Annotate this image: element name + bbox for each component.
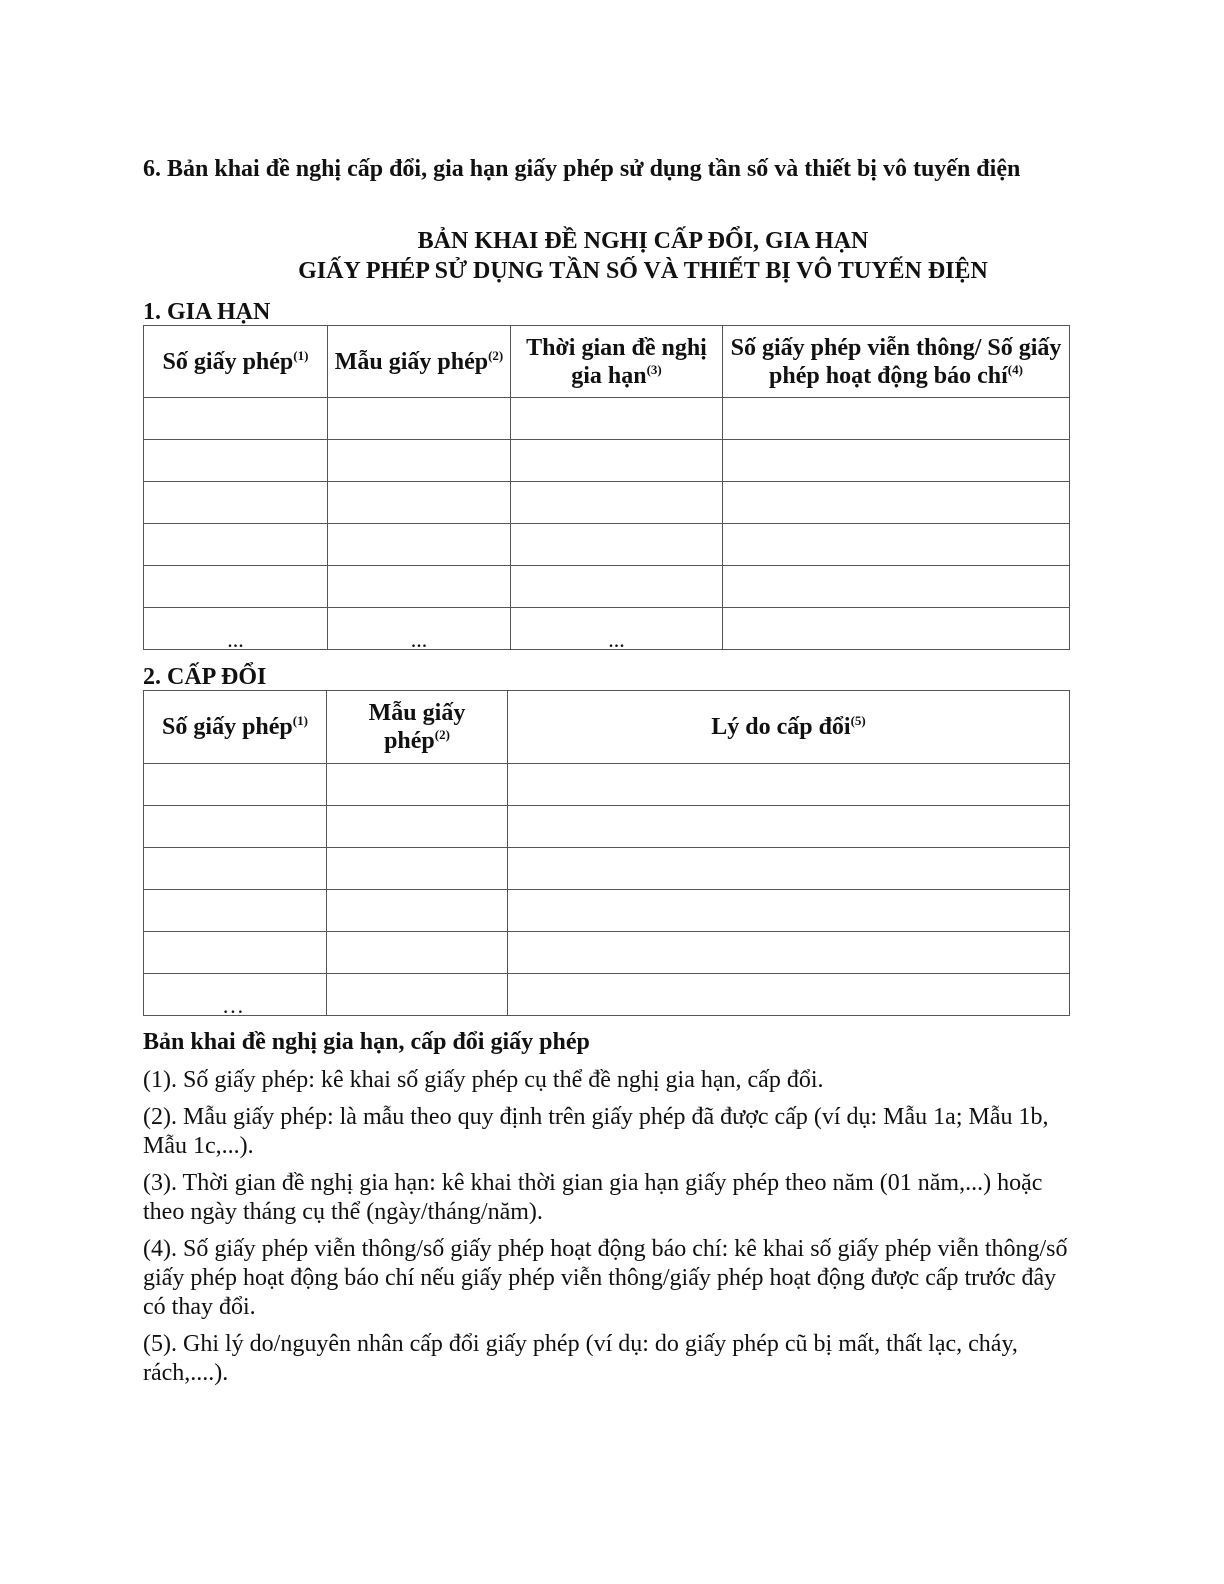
table-row — [144, 482, 1070, 524]
table-cell[interactable] — [327, 890, 508, 932]
table-cell[interactable] — [144, 398, 328, 440]
table-cell[interactable] — [144, 566, 328, 608]
section-2-label: 2. CẤP ĐỔI — [143, 664, 267, 690]
table-cell[interactable] — [144, 440, 328, 482]
notes-section — [143, 1028, 1083, 1396]
table-cell[interactable] — [144, 764, 327, 806]
table-cell[interactable] — [328, 566, 511, 608]
ellipsis-cell[interactable]: ... — [511, 608, 723, 650]
extension-table-header — [144, 326, 1070, 398]
table-cell[interactable] — [511, 524, 723, 566]
header-reissue-reason: Lý do cấp đổi$^{(5)}$ — [508, 691, 1070, 764]
reissue-table — [143, 690, 1070, 1016]
note-item: (2). Mẫu giấy phép: là mẫu theo quy định trên giấy phép đã được cấp (ví dụ: Mẫu 1a; Mẫu 1b, Mẫu 1c,...). — [143, 1104, 1049, 1159]
table-row-ellipsis — [144, 974, 1070, 1016]
ellipsis-cell[interactable]: ... — [144, 608, 328, 650]
table-cell[interactable] — [511, 482, 723, 524]
form-title-line-1: BẢN KHAI ĐỀ NGHỊ CẤP ĐỔI, GIA HẠN — [417, 228, 869, 254]
notes-title: Bản khai đề nghị gia hạn, cấp đổi giấy phép — [143, 1029, 590, 1055]
table-cell[interactable] — [327, 932, 508, 974]
table-row — [144, 890, 1070, 932]
table-cell[interactable] — [511, 566, 723, 608]
extension-table — [143, 325, 1070, 650]
table-cell[interactable] — [328, 440, 511, 482]
table-cell[interactable] — [328, 398, 511, 440]
reissue-table-header — [144, 691, 1070, 764]
table-cell[interactable] — [144, 848, 327, 890]
table-cell[interactable] — [723, 608, 1070, 650]
table-cell[interactable] — [723, 566, 1070, 608]
table-cell[interactable] — [723, 440, 1070, 482]
table-cell[interactable] — [327, 806, 508, 848]
table-cell[interactable] — [723, 482, 1070, 524]
table-cell[interactable] — [327, 974, 508, 1016]
document-heading: 6. Bản khai đề nghị cấp đổi, gia hạn giấy phép sử dụng tần số và thiết bị vô tuyến điện — [143, 156, 1021, 182]
table-cell[interactable] — [328, 524, 511, 566]
table-cell[interactable] — [508, 974, 1070, 1016]
table-cell[interactable] — [508, 848, 1070, 890]
table-row — [144, 848, 1070, 890]
header-extension-period: Thời gian đề nghị gia hạn$^{(3)}$ — [511, 326, 723, 398]
table-cell[interactable] — [144, 806, 327, 848]
table-row-ellipsis — [144, 608, 1070, 650]
table-cell[interactable] — [144, 890, 327, 932]
table-row — [144, 932, 1070, 974]
table-cell[interactable] — [144, 482, 328, 524]
table-cell[interactable] — [508, 806, 1070, 848]
ellipsis-cell[interactable]: … — [144, 974, 327, 1016]
table-cell[interactable] — [327, 764, 508, 806]
table-cell[interactable] — [328, 482, 511, 524]
table-cell[interactable] — [327, 848, 508, 890]
table-cell[interactable] — [508, 932, 1070, 974]
table-cell[interactable] — [144, 524, 328, 566]
table-row — [144, 566, 1070, 608]
table-cell[interactable] — [508, 890, 1070, 932]
note-item: (1). Số giấy phép: kê khai số giấy phép cụ thể đề nghị gia hạn, cấp đổi. — [143, 1067, 824, 1093]
table-cell[interactable] — [723, 524, 1070, 566]
header-license-form: Mẫu giấy phép$^{(2)}$ — [328, 326, 511, 398]
table-cell[interactable] — [511, 440, 723, 482]
note-item: (4). Số giấy phép viễn thông/số giấy phép hoạt động báo chí: kê khai số giấy phép viễn thông/số giấy phép hoạt động báo chí nếu giấy phép viễn thông/giấy phép hoạt động được cấp trước đây có thay đổi. — [143, 1236, 1068, 1320]
section-1-label: 1. GIA HẠN — [143, 299, 271, 325]
table-row — [144, 440, 1070, 482]
table-cell[interactable] — [723, 398, 1070, 440]
table-cell[interactable] — [511, 398, 723, 440]
note-item: (5). Ghi lý do/nguyên nhân cấp đổi giấy phép (ví dụ: do giấy phép cũ bị mất, thất lạc, cháy, rách,....). — [143, 1331, 1018, 1386]
table-cell[interactable] — [144, 932, 327, 974]
ellipsis-cell[interactable]: ... — [328, 608, 511, 650]
note-item: (3). Thời gian đề nghị gia hạn: kê khai thời gian gia hạn giấy phép theo năm (01 năm,...) hoặc theo ngày tháng cụ thể (ngày/tháng/năm). — [143, 1170, 1043, 1225]
header-license-number: Số giấy phép$^{(1)}$ — [144, 691, 327, 764]
table-row — [144, 764, 1070, 806]
table-row — [144, 524, 1070, 566]
form-title-line-2: GIẤY PHÉP SỬ DỤNG TẦN SỐ VÀ THIẾT BỊ VÔ TUYẾN ĐIỆN — [298, 258, 988, 284]
header-license-form: Mẫu giấy phép$^{(2)}$ — [327, 691, 508, 764]
table-row — [144, 806, 1070, 848]
header-telecom-press-license: Số giấy phép viễn thông/ Số giấy phép hoạt động báo chí$^{(4)}$ — [723, 326, 1070, 398]
header-license-number: Số giấy phép$^{(1)}$ — [144, 326, 328, 398]
table-cell[interactable] — [508, 764, 1070, 806]
table-row — [144, 398, 1070, 440]
